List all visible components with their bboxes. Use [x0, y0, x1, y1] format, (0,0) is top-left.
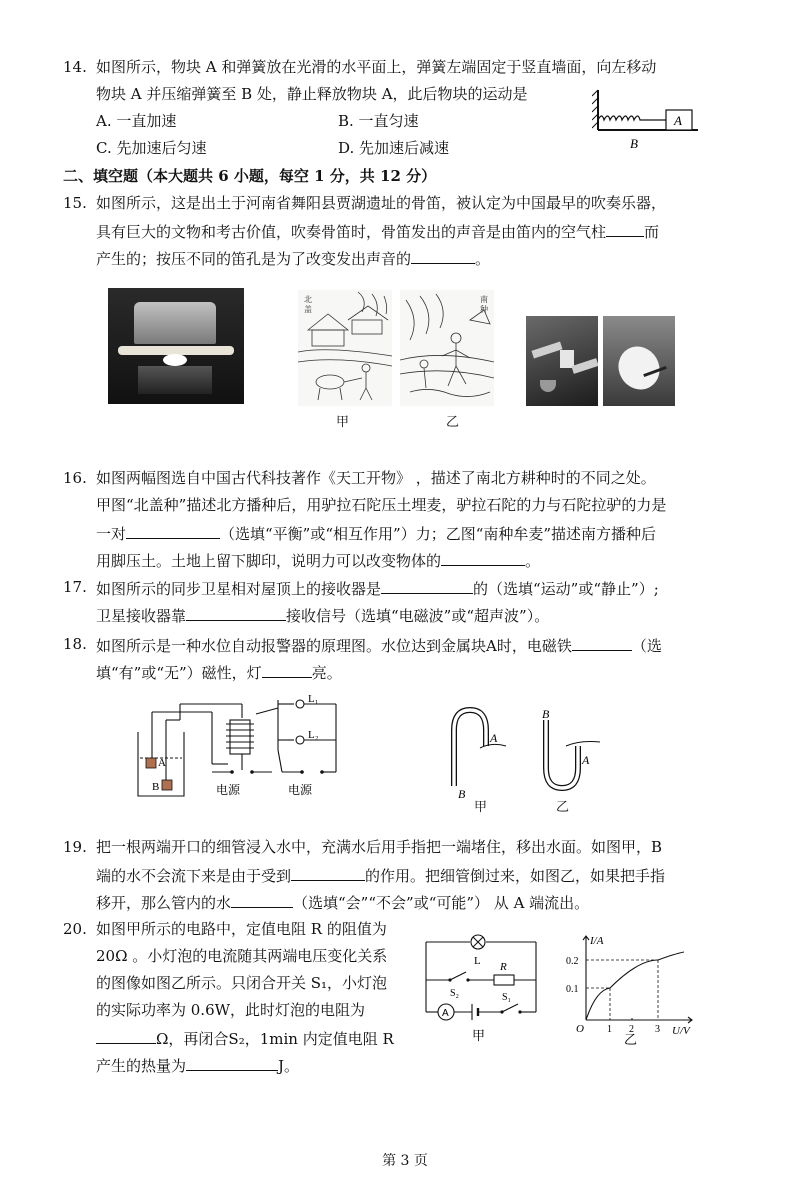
q20-line6: [96, 1054, 299, 1076]
tube-caption-yi: 乙: [556, 800, 570, 815]
q19-line2-end: 的作用。把细管倒过来，如图乙，如果把手指: [365, 867, 666, 885]
q17-line2: [96, 604, 549, 626]
graph-x-tick: 1: [607, 1024, 612, 1035]
block-a-label: A: [158, 757, 166, 769]
farming-image-yi: [400, 290, 494, 406]
svg-text:北: 北: [304, 295, 312, 304]
q17-line1-text: 如图所示的同步卫星相对屋顶上的接收器是: [96, 580, 382, 598]
solar-panel-left: [531, 342, 562, 359]
q19-line3-text: 移开，那么管内的水: [96, 894, 232, 912]
q16-blank-2[interactable]: [441, 549, 525, 566]
tube-yi-b-label: B: [542, 707, 550, 721]
tube-caption-jia: 甲: [474, 800, 488, 815]
power-source-1-label: 电源: [216, 783, 241, 797]
q20-line5-text: Ω，再闭合S₂，1min 内定值电阻 R: [156, 1030, 394, 1048]
q17-line2-text: 卫星接收器靠: [96, 607, 187, 625]
q16-line3: [96, 522, 656, 544]
q18-line2-end: 亮。: [311, 664, 342, 682]
q18-number: 18.: [63, 635, 87, 653]
image-caption-jia: 甲: [336, 415, 350, 430]
q18-line1-text: 如图所示是一种水位自动报警器的原理图。水位达到金属块A时，电磁铁: [96, 637, 572, 655]
q17-line1: [96, 577, 659, 599]
q19-line1: 把一根两端开口的细管浸入水中，充满水后用手指把一端堵住，移出水面。如图甲，B: [96, 838, 663, 856]
solar-panel-right: [571, 358, 598, 374]
q15-line3: [96, 247, 490, 269]
tube-yi-a-label: A: [582, 753, 590, 767]
satellite-dish-small: [540, 380, 556, 392]
ammeter-label: A: [442, 1008, 449, 1019]
q15-line2: [96, 220, 659, 242]
graph-caption: 乙: [624, 1032, 638, 1046]
flute-glow: [163, 354, 187, 366]
bone-flute-photo: [108, 288, 244, 404]
page-number: 第 3 页: [382, 1153, 428, 1169]
q16-line3-end: （选填“平衡”或“相互作用”）力；乙图“南种牟麦”描述南方播种后: [220, 525, 657, 543]
point-b-label: B: [630, 136, 638, 151]
l1-label: L₁: [308, 693, 319, 705]
section-title: 二、填空题: [63, 167, 139, 185]
svg-text:种: 种: [480, 305, 488, 314]
tube-jia-a-label: A: [490, 731, 498, 745]
q17-line2-end: 接收信号（选填“电磁波”或“超声波”）。: [286, 607, 550, 625]
q18-line2-text: 填“有”或“无”）磁性，灯: [96, 664, 262, 682]
q19-line3: [96, 891, 589, 913]
q14-number: 14.: [63, 58, 87, 76]
q15-line3-text: 产生的；按压不同的笛孔是为了改变发出声音的: [96, 250, 412, 268]
tube-figure-yi: [530, 706, 610, 802]
tube-figure-jia: [440, 704, 514, 802]
l2-label: L₂: [308, 729, 319, 741]
q20-line3: 的图像如图乙所示。只闭合开关 S₁，小灯泡: [96, 974, 388, 992]
q19-blank-2[interactable]: [231, 891, 293, 908]
q14-option-b: B. 一直匀速: [338, 112, 419, 130]
q15-line1: 如图所示，这是出土于河南省舞阳县贾湖遗址的骨笛，被认定为中国最早的吹奏乐器，: [96, 194, 667, 212]
q19-line2: [96, 864, 665, 886]
q18-line2: [96, 661, 342, 683]
q20-blank-2[interactable]: [186, 1054, 278, 1071]
q17-blank-2[interactable]: [186, 604, 286, 621]
q17-blank-1[interactable]: [381, 577, 473, 594]
satellite-photo: [526, 316, 598, 406]
image-caption-yi: 乙: [446, 415, 460, 430]
graph-origin: O: [576, 1023, 584, 1035]
graph-x-label: U/V: [672, 1025, 690, 1037]
section-desc: （本大题共 6 小题，每空 1 分，共 12 分）: [138, 167, 437, 185]
graph-y-label: I/A: [590, 935, 604, 947]
q18-line1: [96, 634, 662, 656]
q14-line2: 物块 A 并压缩弹簧至 B 处，静止释放物块 A，此后物块的运动是: [96, 85, 528, 103]
q20-iu-graph: [566, 930, 700, 1046]
q17-line1-end: 的（选填“运动”或“静止”）;: [473, 580, 659, 598]
q19-line2-text: 端的水不会流下来是由于受到: [96, 867, 292, 885]
graph-y-tick: 0.2: [566, 956, 579, 967]
q18-line1-end: （选: [631, 637, 662, 655]
water-alarm-circuit: [132, 690, 346, 806]
case-base: [138, 366, 212, 394]
q20-number: 20.: [63, 920, 87, 938]
q20-line6-end: J。: [278, 1057, 300, 1075]
q16-line4-end: 。: [525, 552, 541, 570]
q16-number: 16.: [63, 469, 87, 487]
q14-option-d: D. 先加速后减速: [338, 139, 450, 157]
lamp-l-label: L: [474, 955, 481, 967]
switch-s1-label: S₁: [502, 992, 512, 1003]
q16-line2: 甲图“北盖种”描述北方播种后，用驴拉石陀压土埋麦，驴拉石陀的力与石陀拉驴的力是: [96, 496, 667, 514]
q15-blank-2[interactable]: [411, 247, 475, 264]
section-heading: [63, 166, 436, 186]
svg-text:盖: 盖: [304, 305, 312, 314]
block-a-label: A: [674, 113, 682, 128]
q20-line5: [96, 1027, 394, 1049]
resistor-r-label: R: [500, 961, 507, 973]
q20-line4: 的实际功率为 0.6W，此时灯泡的电阻为: [96, 1001, 366, 1019]
q16-line3-text: 一对: [96, 525, 127, 543]
q15-line2-end: 而: [644, 223, 660, 241]
q18-blank-2[interactable]: [262, 661, 312, 678]
q20-circuit: [418, 930, 546, 1046]
q17-number: 17.: [63, 578, 87, 596]
q15-line3-end: 。: [475, 250, 491, 268]
q20-line6-text: 产生的热量为: [96, 1057, 187, 1075]
switch-s2-label: S₂: [450, 988, 460, 999]
power-source-2-label: 电源: [288, 783, 313, 797]
q19-line3-end: （选填“会”“不会”或“可能”） 从 A 端流出。: [293, 894, 590, 912]
graph-x-tick: 2: [629, 1024, 634, 1035]
graph-y-tick: 0.1: [566, 984, 579, 995]
q20-line1: 如图甲所示的电路中，定值电阻 R 的阻值为: [96, 920, 387, 938]
q15-number: 15.: [63, 194, 87, 212]
q16-line1: 如图两幅图选自中国古代科技著作《天工开物》 ，描述了南北方耕种时的不同之处。: [96, 469, 656, 487]
svg-text:南: 南: [480, 295, 488, 304]
circuit-caption: 甲: [472, 1028, 486, 1043]
graph-x-tick: 3: [655, 1024, 660, 1035]
q20-blank-1[interactable]: [96, 1027, 156, 1044]
q15-blank-1[interactable]: [606, 220, 644, 237]
q15-line2-text: 具有巨大的文物和考古价值，吹奏骨笛时，骨笛发出的声音是由笛内的空气柱: [96, 223, 607, 241]
q14-option-a: A. 一直加速: [96, 112, 177, 130]
q16-line4: [96, 549, 540, 571]
farming-image-jia: [298, 290, 392, 406]
q14-option-c: C. 先加速后匀速: [96, 139, 207, 157]
receiver-dish-photo: [603, 316, 675, 406]
tube-jia-b-label: B: [458, 787, 466, 801]
q19-number: 19.: [63, 838, 87, 856]
q18-blank-1[interactable]: [572, 634, 632, 651]
q14-line1: 如图所示，物块 A 和弹簧放在光滑的水平面上，弹簧左端固定于竖直墙面，向左移动: [96, 58, 657, 76]
display-case: [134, 302, 216, 344]
block-b-label: B: [152, 781, 160, 793]
q16-line4-text: 用脚压土。土地上留下脚印，说明力可以改变物体的: [96, 552, 442, 570]
q20-line2: 20Ω 。小灯泡的电流随其两端电压变化关系: [96, 947, 388, 965]
q16-blank-1[interactable]: [126, 522, 220, 539]
q19-blank-1[interactable]: [291, 864, 365, 881]
spring-block-figure: [592, 86, 702, 154]
